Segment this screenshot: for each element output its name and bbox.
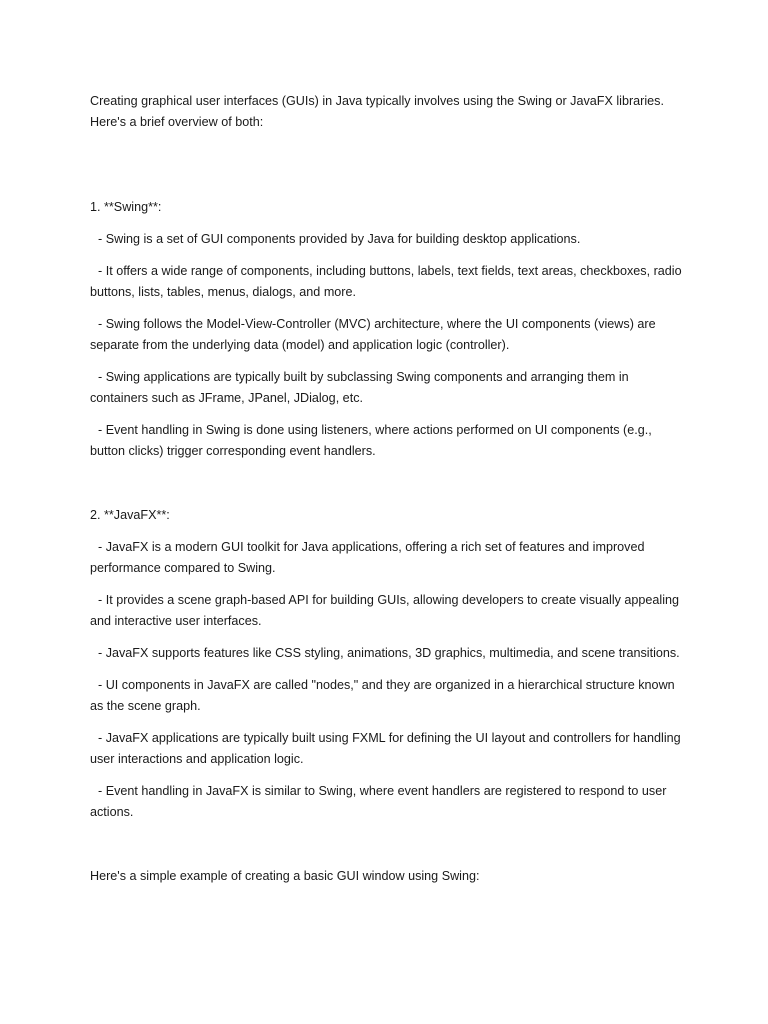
javafx-bullet-3 — [90, 643, 690, 664]
swing-bullet-3 — [90, 314, 690, 356]
swing-bullet-5 — [90, 420, 690, 462]
bullet-text: - Swing is a set of GUI components provided by Java for building desktop applications. — [98, 232, 581, 246]
bullet-text: - JavaFX is a modern GUI toolkit for Java applications, offering a rich set of features and improved performance compared to Swing. — [90, 540, 645, 575]
bullet-text: - Swing follows the Model-View-Controller (MVC) architecture, where the UI components (views) are separate from the underlying data (model) and application logic (controller). — [90, 317, 656, 352]
bullet-text: - Swing applications are typically built by subclassing Swing components and arranging them in containers such as JFrame, JPanel, JDialog, etc. — [90, 370, 629, 405]
closing-paragraph: Here's a simple example of creating a basic GUI window using Swing: — [90, 869, 480, 883]
intro-paragraph: Creating graphical user interfaces (GUIs) in Java typically involves using the Swing or JavaFX libraries. Here's a brief overview of both: — [90, 94, 664, 129]
javafx-bullet-1 — [90, 537, 690, 579]
section-heading-javafx: 2. **JavaFX**: — [90, 508, 170, 522]
swing-bullet-1 — [90, 229, 690, 250]
section-heading-swing: 1. **Swing**: — [90, 200, 162, 214]
bullet-text: - Event handling in Swing is done using listeners, where actions performed on UI components (e.g., button clicks) trigger corresponding event handlers. — [90, 423, 652, 458]
bullet-text: - It offers a wide range of components, including buttons, labels, text fields, text areas, checkboxes, radio buttons, lists, tables, menus, dialogs, and more. — [90, 264, 682, 299]
bullet-text: - UI components in JavaFX are called "nodes," and they are organized in a hierarchical structure known as the scene graph. — [90, 678, 675, 713]
javafx-bullet-2 — [90, 590, 690, 632]
javafx-bullet-4 — [90, 675, 690, 717]
javafx-bullet-6 — [90, 781, 690, 823]
javafx-bullet-5 — [90, 728, 690, 770]
bullet-text: - Event handling in JavaFX is similar to Swing, where event handlers are registered to respond to user actions. — [90, 784, 667, 819]
swing-bullet-2 — [90, 261, 690, 303]
document-page — [90, 91, 690, 887]
bullet-text: - It provides a scene graph-based API for building GUIs, allowing developers to create visually appealing and interactive user interfaces. — [90, 593, 680, 628]
bullet-text: - JavaFX applications are typically built using FXML for defining the UI layout and controllers for handling user interactions and application logic. — [90, 731, 681, 766]
bullet-text: - JavaFX supports features like CSS styling, animations, 3D graphics, multimedia, and scene transitions. — [98, 646, 680, 660]
swing-bullet-4 — [90, 367, 690, 409]
